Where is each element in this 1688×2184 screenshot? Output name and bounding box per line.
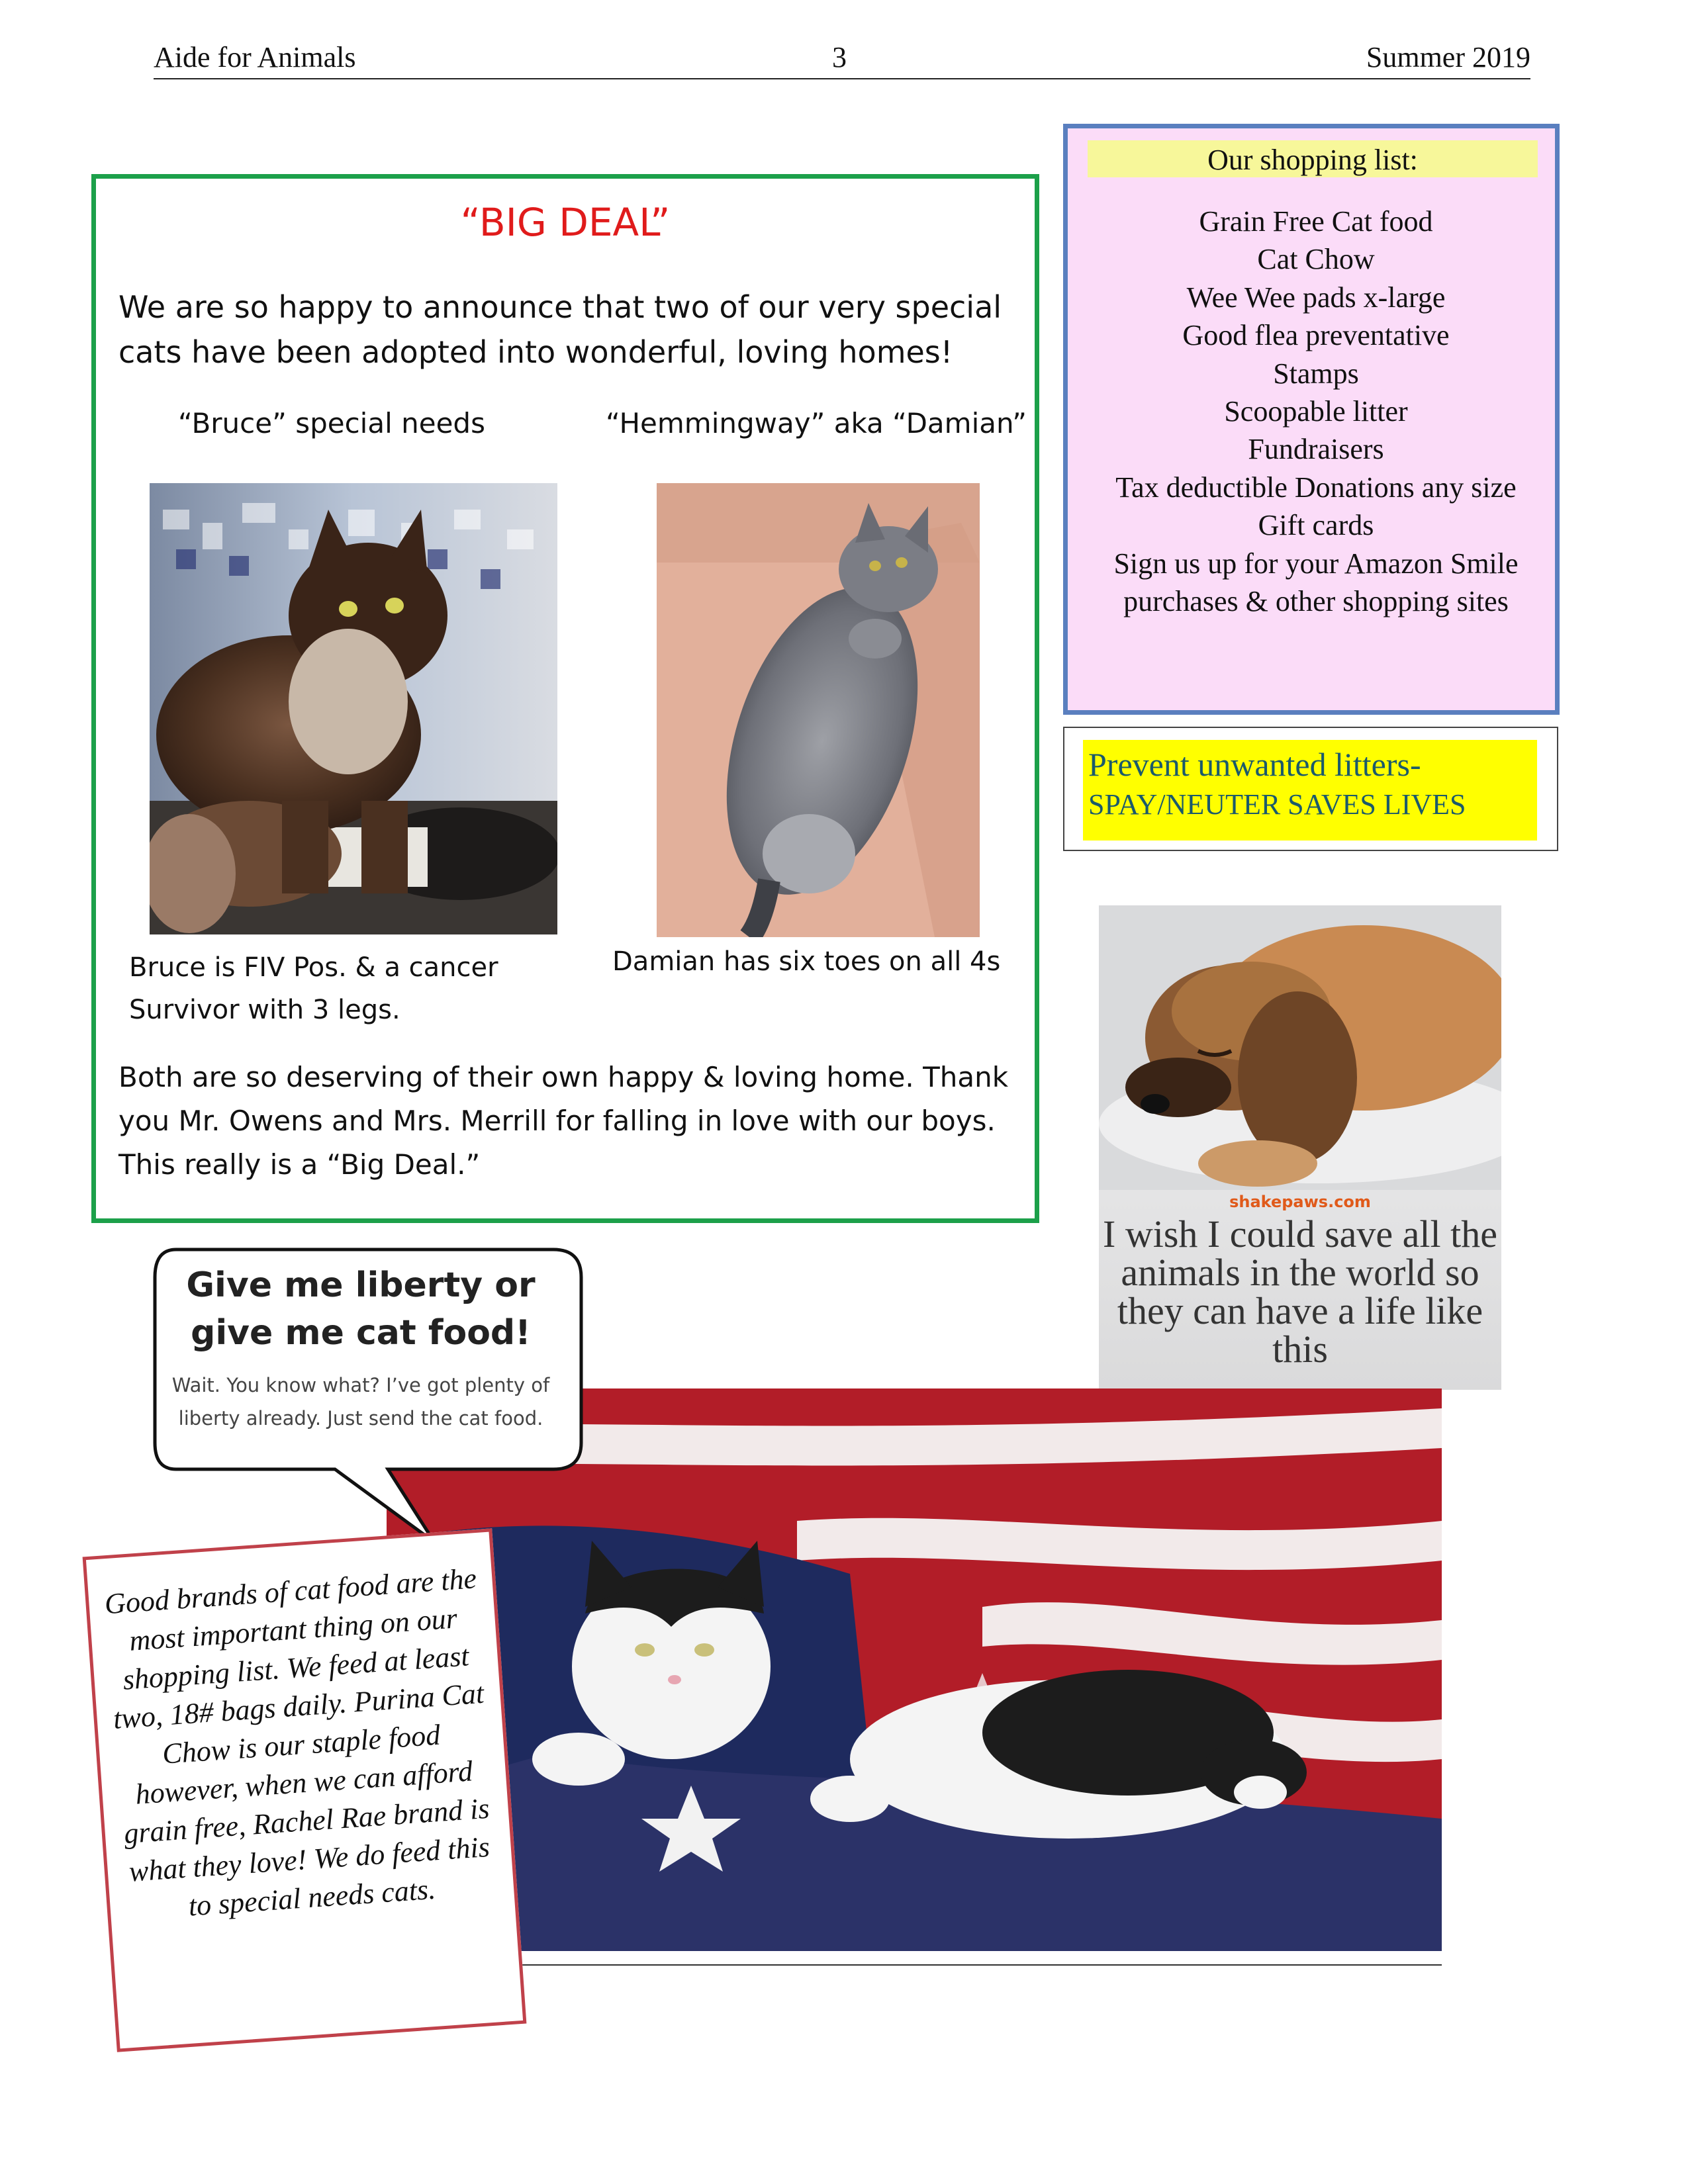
big-deal-box [91, 174, 1039, 1223]
list-item: Stamps [1273, 357, 1359, 390]
big-deal-intro: We are so happy to announce that two of our very special cats have been adopted into wonderful, loving homes! [118, 289, 1002, 370]
page-header [154, 41, 1530, 79]
list-item: Good flea preventative [1182, 319, 1450, 352]
list-item: Gift cards [1258, 509, 1374, 542]
spay-line-1: Prevent unwanted litters- [1088, 746, 1421, 783]
bruce-caption: Bruce is FIV Pos. & a cancer Survivor with 3 legs. [129, 952, 498, 1025]
puppy-photo [1099, 905, 1501, 1390]
bruce-label: “Bruce” special needs [178, 407, 485, 439]
list-item: Sign us up for your Amazon Smile purchases & other shopping sites [1113, 547, 1519, 618]
cat-food-note [83, 1528, 527, 2052]
photo-rule [387, 1964, 1442, 1966]
spay-neuter-box [1063, 727, 1558, 851]
list-item: Wee Wee pads x-large [1186, 281, 1446, 314]
damian-caption: Damian has six toes on all 4s [612, 946, 1001, 977]
puppy-poster [1053, 880, 1516, 1418]
big-deal-title: “BIG DEAL” [460, 200, 671, 245]
list-item: Tax deductible Donations any size [1115, 471, 1517, 504]
bubble-subtext: Wait. You know what? I’ve got plenty of liberty already. Just send the cat food. [171, 1374, 550, 1430]
list-item: Grain Free Cat food [1199, 205, 1433, 238]
bubble-headline: Give me liberty or give me cat food! [186, 1265, 536, 1353]
big-deal-outro: Both are so deserving of their own happy & loving home. Thank you Mr. Owens and Mrs. Merrill for falling in love with our boys. This really is a “Big Deal.” [118, 1061, 1009, 1181]
puppy-quote: I wish I could save all the animals in the world so they can have a life like this [1103, 1212, 1497, 1371]
list-item: Scoopable litter [1224, 395, 1408, 428]
page-number: 3 [832, 41, 847, 73]
issue-date: Summer 2019 [1366, 41, 1530, 73]
puppy-site: shakepaws.com [1229, 1193, 1371, 1211]
hemmingway-label: “Hemmingway” aka “Damian” [606, 407, 1027, 439]
shopping-list-box [1063, 124, 1560, 715]
spay-line-2: SPAY/NEUTER SAVES LIVES [1088, 788, 1466, 821]
shopping-list-title: Our shopping list: [1207, 144, 1418, 176]
shopping-list [1081, 203, 1551, 620]
list-item: Fundraisers [1248, 433, 1384, 466]
damian-cat-photo [657, 483, 980, 937]
newsletter-name: Aide for Animals [154, 41, 356, 73]
list-item: Cat Chow [1257, 243, 1375, 276]
cat-food-note-text: Good brands of cat food are the most important thing on our shopping list. We feed at least two, 18# bags daily. Purina Cat Chow is our staple food however, when we can afford grain free, Rachel Rae brand is what they love! We do feed this to special needs cats. [103, 1562, 491, 1923]
bruce-cat-photo [150, 483, 557, 934]
